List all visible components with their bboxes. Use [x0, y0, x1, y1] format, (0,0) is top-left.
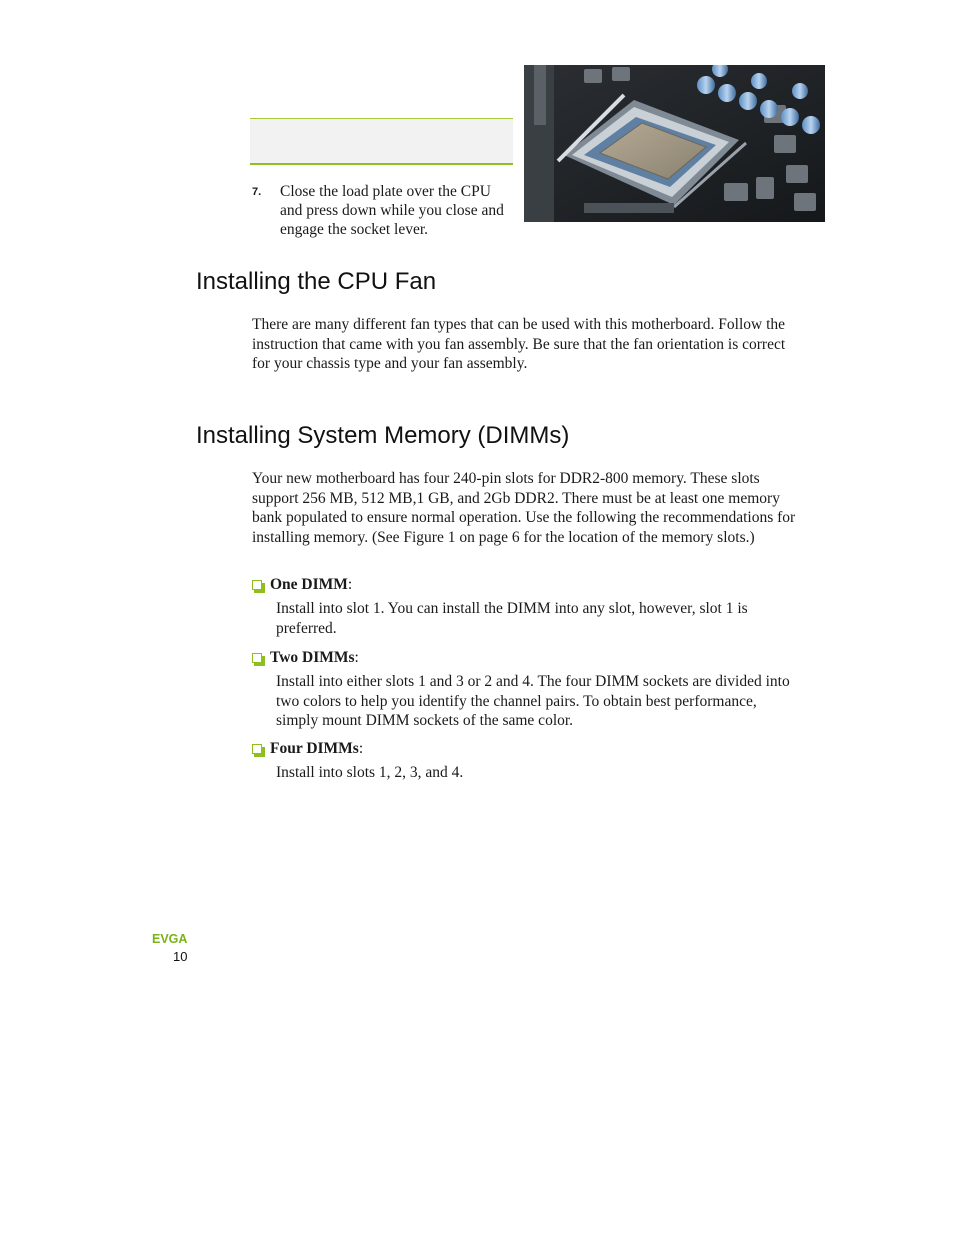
bullet-suffix: :	[354, 649, 359, 666]
cpu-fan-paragraph: There are many different fan types that can be used with this motherboard. Follow the instruction that came with you fan assembly. Be sure that the fan orientation is correct for your chassis type and your fan assembly.	[252, 316, 786, 372]
footer-brand: EVGA	[152, 932, 188, 946]
bullet-one-dimm	[252, 575, 352, 594]
section-heading-cpu-fan: Installing the CPU Fan	[196, 268, 437, 295]
checkbox-bullet-icon	[252, 744, 262, 754]
page-number: 10	[173, 949, 188, 964]
note-box	[250, 118, 513, 165]
bullet-label: Four DIMMs	[270, 740, 359, 757]
bullet-one-dimm-text: Install into slot 1. You can install the DIMM into any slot, however, slot 1 is preferred.	[276, 600, 748, 637]
bullet-label: Two DIMMs	[270, 649, 355, 666]
checkbox-bullet-icon	[252, 580, 262, 590]
bullet-four-dimms-text: Install into slots 1, 2, 3, and 4.	[276, 764, 464, 781]
bullet-suffix: :	[347, 576, 353, 593]
bullet-label: One DIMM	[270, 576, 348, 593]
step-text: Close the load plate over the CPU and press down while you close and engage the socket lever.	[280, 183, 504, 238]
memory-paragraph: Your new motherboard has four 240-pin slots for DDR2-800 memory. These slots support 256 MB, 512 MB,1 GB, and 2Gb DDR2. There must be at least one memory bank populated to ensure normal operation. Use the following the recommendations for installing memory. (See Figure 1 on page 6 for the location of the memory slots.)	[252, 470, 796, 546]
cpu-socket-image	[524, 65, 825, 222]
cpu-socket-photo	[524, 65, 825, 222]
step-number: 7.	[252, 186, 262, 198]
bullet-suffix: :	[358, 740, 364, 757]
checkbox-bullet-icon	[252, 653, 262, 663]
bullet-four-dimms	[252, 739, 363, 758]
bullet-two-dimms	[252, 648, 359, 667]
bullet-two-dimms-text: Install into either slots 1 and 3 or 2 and 4. The four DIMM sockets are divided into two colors to help you identify the channel pairs. To obtain best performance, simply mount DIMM sockets of the same color.	[276, 673, 790, 729]
section-heading-memory: Installing System Memory (DIMMs)	[196, 422, 570, 449]
step-7	[252, 182, 514, 239]
